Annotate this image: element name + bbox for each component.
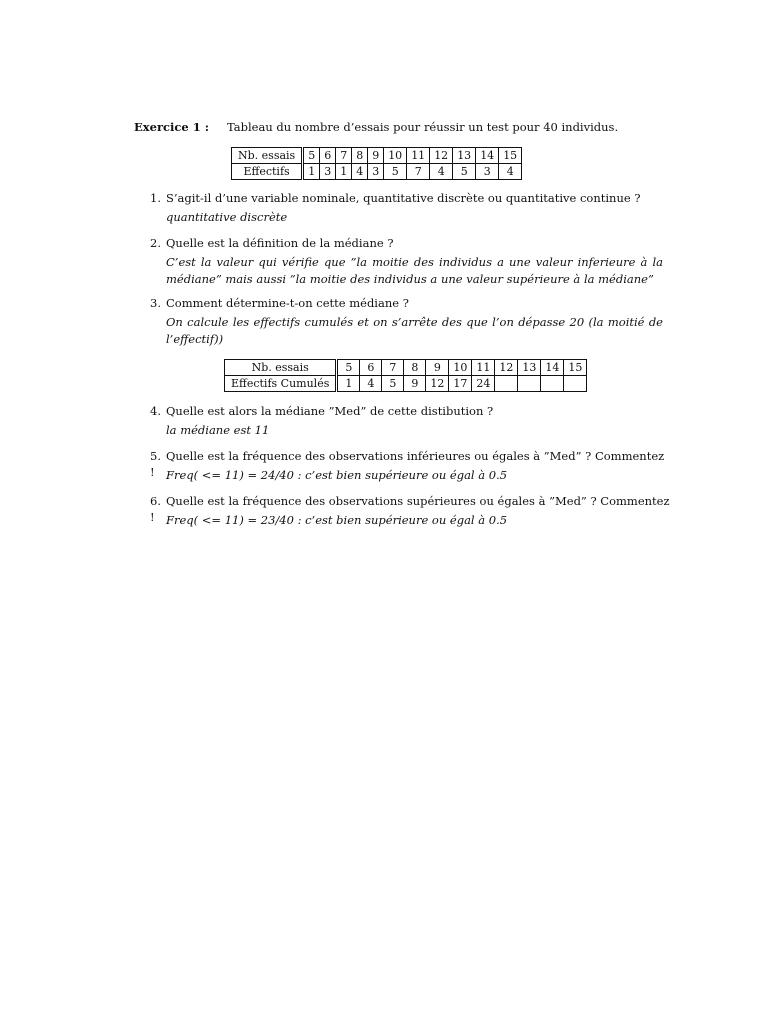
table-cell: 17 [449,376,472,392]
question-4 [150,403,670,419]
table-cell: 4 [499,164,522,180]
table-cell: 1 [337,376,360,392]
answer-6: Freq( <= 11) = 23/40 : c’est bien supérieure ou égal à 0.5 [166,513,508,527]
table-cell: 7 [382,360,404,376]
table-cell: 3 [368,164,384,180]
table-cell: 8 [404,360,426,376]
table-cell: 5 [384,164,407,180]
table-cell [518,376,541,392]
cumulative-table [224,359,587,392]
table-cell: 9 [368,148,384,164]
answer-3: On calcule les effectifs cumulés et on s’arrête des que l’on dépasse 20 (la moitié de l’effectif)) [166,315,663,346]
table-cell: 10 [384,148,407,164]
table-cell: 10 [449,360,472,376]
question-number: 5. [150,449,161,463]
answer-2: C’est la valeur qui vérifie que ”la moitie des individus a une valeur inferieure à la médiane” mais aussi ”la moitie des individus a une valeur supérieure à la médiane” [166,255,663,286]
row-label: Nb. essais [225,360,337,376]
answer-4: la médiane est 11 [166,423,270,437]
row-label: Nb. essais [232,148,303,164]
question-1 [150,190,670,206]
table-cell: 4 [360,376,382,392]
question-text: Quelle est la fréquence des observations supérieures ou égales à ”Med” ? Commentez ! [150,494,670,524]
table-cell: 8 [352,148,368,164]
frequency-table [231,147,522,180]
table-cell: 24 [472,376,495,392]
answer-5: Freq( <= 11) = 24/40 : c’est bien supérieure ou égal à 0.5 [166,468,508,482]
table-cell: 15 [564,360,587,376]
question-number: 4. [150,404,161,418]
table-cell: 12 [430,148,453,164]
table-cell [541,376,564,392]
question-number: 6. [150,494,161,508]
table-row [232,148,522,164]
table-cell: 12 [495,360,518,376]
answer-1: quantitative discrète [166,210,288,224]
table-cell: 13 [453,148,476,164]
question-2 [150,235,670,251]
row-label: Effectifs [232,164,303,180]
exercise-description: Tableau du nombre d’essais pour réussir un test pour 40 individus. [227,120,619,134]
question-text: Quelle est la fréquence des observations inférieures ou égales à ”Med” ? Commentez ! [150,449,665,479]
table-cell: 4 [430,164,453,180]
exercise-label: Exercice 1 : [134,120,209,134]
table-cell: 13 [518,360,541,376]
table-cell: 15 [499,148,522,164]
question-text: Quelle est la définition de la médiane ? [166,236,394,250]
question-text: Quelle est alors la médiane ”Med” de cette distibution ? [166,404,494,418]
question-text: S’agit-il d’une variable nominale, quantitative discrète ou quantitative continue ? [166,191,641,205]
table-cell: 5 [337,360,360,376]
table-cell: 12 [426,376,449,392]
table-cell: 9 [404,376,426,392]
table-cell: 7 [407,164,430,180]
table-cell: 14 [541,360,564,376]
table-cell: 14 [476,148,499,164]
table-cell: 3 [320,164,336,180]
exercise-header [134,120,674,134]
table-cell: 5 [303,148,320,164]
table-cell [495,376,518,392]
table-cell [564,376,587,392]
table-cell: 5 [453,164,476,180]
table-row [232,164,522,180]
question-text: Comment détermine-t-on cette médiane ? [166,296,409,310]
table-cell: 5 [382,376,404,392]
table-cell: 1 [303,164,320,180]
table-cell: 6 [320,148,336,164]
table-cell: 6 [360,360,382,376]
table-row [225,360,587,376]
table-cell: 9 [426,360,449,376]
question-3 [150,295,670,311]
table-cell: 11 [407,148,430,164]
question-number: 1. [150,191,161,205]
question-number: 2. [150,236,161,250]
table-row [225,376,587,392]
table-cell: 3 [476,164,499,180]
table-cell: 1 [336,164,352,180]
question-number: 3. [150,296,161,310]
row-label: Effectifs Cumulés [225,376,337,392]
table-cell: 4 [352,164,368,180]
table-cell: 7 [336,148,352,164]
table-cell: 11 [472,360,495,376]
